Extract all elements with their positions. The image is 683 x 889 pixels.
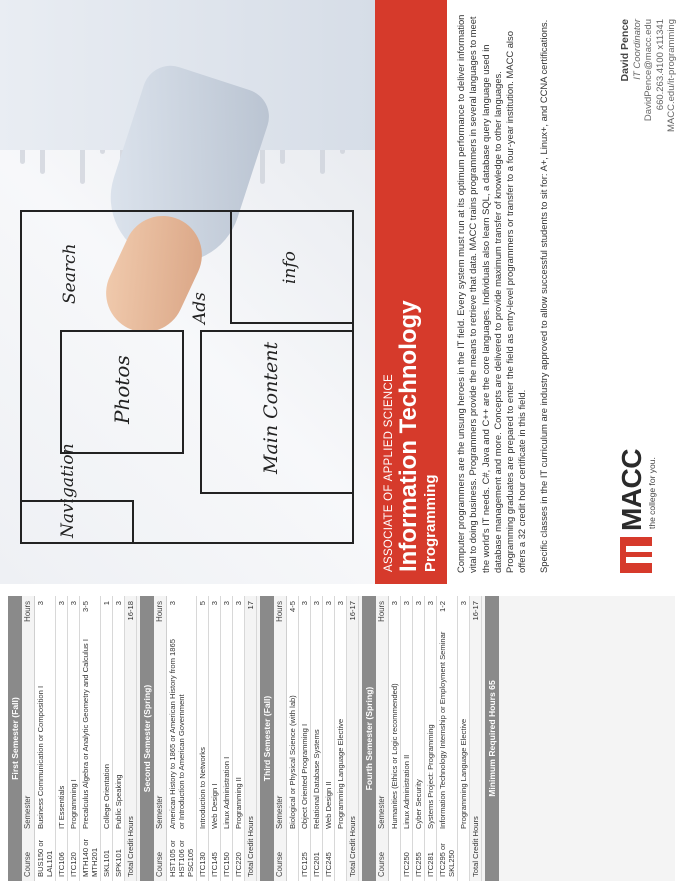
course-name: Linux Administration I [222,756,231,829]
course-name: Business Communication or Composition I [36,685,45,829]
column-header [376,596,389,881]
contact-name: David Pence [619,19,631,82]
program-title: Information Technology [395,300,422,572]
column-header [154,596,167,881]
course-name: College Orientation [102,763,111,829]
contact-email[interactable]: DavidPence@macc.edu [643,19,654,122]
course-hours: 3 [459,601,468,606]
label-search: Search [60,243,80,304]
course-name: American History to 1865 or American History from 1865 or Introduction to American Government [168,639,186,829]
course-hours: 3 [300,601,309,606]
course-name: Linux Administration II [402,754,411,829]
semester-block [362,596,482,881]
total-label: Total Credit Hours [348,816,357,877]
description-paragraph-1: Computer programmers are the unsung heroes in the IT field. Every system must run at its optimum performance to deliver information vital to doing business. Programmers provide the means to retrieve that data. MACC trains programmers in several languages to meet the world's IT needs. C#, Java and C++ are the core languages. Individuals also learn SQL, a database query language used in database management and more. Concepts are delivered to provide maximum transfer of knowledge to other languages. Programming graduates are prepared to enter the field as entry-level programmers or transfer to a four-year institution. MACC also offers a 32 credit hour certificate in this field. [455,14,528,573]
column-header [274,596,287,881]
course-hours: 3 [114,601,123,606]
course-code: ITC150 [222,852,231,877]
course-code: BUS150 or LAL101 [36,839,54,877]
course-row [80,596,101,881]
course-hours: 1 [102,601,111,606]
hero-photo [0,0,375,584]
semester-title: First Semester (Fall) [8,596,22,881]
contact-block [620,19,678,279]
course-code: ITC295 or SKL250 [438,843,456,877]
column-header-hours: Hours [275,601,284,622]
course-hours: 3 [210,601,219,606]
column-header [22,596,35,881]
course-hours: 3 [168,601,177,606]
minimum-hours: Minimum Required Hours 65 [485,596,499,881]
course-hours: 3 [57,601,66,606]
total-hours: 16-17 [471,601,480,621]
course-code: ITC145 [210,852,219,877]
course-name: Relational Database Systems [312,729,321,829]
semester-title: Second Semester (Spring) [140,596,154,881]
course-row [299,596,311,881]
course-row [425,596,437,881]
course-row [113,596,125,881]
course-hours: 5 [198,601,207,606]
total-hours: 17 [246,601,255,610]
course-hours: 3 [222,601,231,606]
course-name: Programming Language Elective [459,718,468,829]
label-photos: Photos [110,355,134,424]
total-row [347,596,359,881]
course-name: Programming Language Elective [336,718,345,829]
column-header-semester: Semester [23,795,32,829]
total-hours: 16-17 [348,601,357,621]
course-row [401,596,413,881]
course-name: Programming I [69,779,78,829]
degree-kicker: ASSOCIATE OF APPLIED SCIENCE [383,374,395,572]
course-hours: 3 [402,601,411,606]
total-row [125,596,137,881]
label-ads: Ads [190,292,210,324]
course-name: Object Oriented Programming I [300,723,309,829]
program-subtitle: Programming [422,474,439,572]
course-hours: 3 [414,601,423,606]
column-header-course: Course [377,851,386,877]
course-code: ITC130 [198,852,207,877]
course-row [221,596,233,881]
course-name: Precalculus Algebra or Analytic Geometry and Calculus I [81,639,90,829]
course-name: Web Design II [324,781,333,829]
total-row [470,596,482,881]
course-row [56,596,68,881]
course-row [68,596,80,881]
column-header-semester: Semester [275,795,284,829]
course-row [101,596,113,881]
course-code: MTH140 or MTH201 [81,839,99,877]
title-band [375,0,447,584]
course-hours: 4-5 [288,601,297,612]
course-code: ITC201 [312,852,321,877]
course-code [288,829,297,881]
semester-block [140,596,257,881]
course-schedule [8,596,675,881]
course-hours: 3-5 [81,601,90,612]
total-row [245,596,257,881]
label-main-content: Main Content [260,341,282,474]
course-row [311,596,323,881]
logo-wordmark: MACC [616,449,647,531]
total-label: Total Credit Hours [471,816,480,877]
column-header-course: Course [23,851,32,877]
course-row [437,596,458,881]
course-row [335,596,347,881]
course-code [390,829,399,881]
column-header-semester: Semester [377,795,386,829]
course-hours: 1-2 [438,601,447,612]
course-hours: 3 [336,601,345,606]
course-row [323,596,335,881]
semester-block [8,596,137,881]
macc-logo [610,449,670,573]
course-row [458,596,470,881]
course-row [389,596,401,881]
course-code: ITC220 [234,852,243,877]
course-row [209,596,221,881]
course-row [287,596,299,881]
course-name: Humanities (Ethics or Logic recommended) [390,683,399,829]
course-row [197,596,209,881]
label-info: info [280,251,300,284]
course-code: SKL101 [102,849,111,877]
semester-block [260,596,359,881]
logo-tagline: the college for you. [647,457,657,529]
course-row [233,596,245,881]
course-name: Systems Project: Programming [426,724,435,829]
course-name: Public Speaking [114,774,123,829]
description-paragraph-2: Specific classes in the IT curriculum are industry approved to allow successful students to sit for: A+, Linux+, and CCNA certifications. [537,19,549,573]
column-header-course: Course [275,851,284,877]
column-header-hours: Hours [155,601,164,622]
column-header-hours: Hours [377,601,386,622]
course-name: Cyber Security [414,779,423,829]
column-header-course: Course [155,851,164,877]
course-code: ITC120 [69,852,78,877]
course-name: IT Essentials [57,785,66,829]
course-hours: 3 [69,601,78,606]
course-name: Biological or Physical Science (with lab) [288,695,297,829]
course-row [35,596,56,881]
course-hours: 3 [312,601,321,606]
total-label: Total Credit Hours [246,816,255,877]
course-code: ITC255 [414,852,423,877]
course-code: ITC245 [324,852,333,877]
course-code: ITC125 [300,852,309,877]
course-code: ITC281 [426,852,435,877]
course-code [459,829,468,881]
course-code: ITC106 [57,852,66,877]
course-name: Introduction to Networks [198,747,207,829]
semester-title: Fourth Semester (Spring) [362,596,376,881]
course-hours: 3 [324,601,333,606]
label-navigation: Navigation [58,443,78,538]
course-code: HST105 or HST106 or PSC105 [168,840,195,877]
macc-logo-icon [620,537,652,573]
course-hours: 3 [36,601,45,606]
column-header-semester: Semester [155,795,164,829]
contact-phone: 660.263.4100 x11341 [654,19,666,111]
total-hours: 16-18 [126,601,135,621]
course-hours: 3 [234,601,243,606]
total-label: Total Credit Hours [126,816,135,877]
course-row [413,596,425,881]
course-code: SPK101 [114,849,123,877]
course-hours: 3 [426,601,435,606]
course-name: Programming II [234,777,243,829]
course-code: ITC250 [402,852,411,877]
course-hours: 3 [390,601,399,606]
contact-url[interactable]: MACC.edu/it-programming [666,19,677,132]
program-description [455,13,559,573]
course-name: Information Technology Internship or Employment Seminar [438,631,447,829]
contact-role: IT Coordinator [631,19,643,80]
course-code [336,829,345,881]
semester-title: Third Semester (Fall) [260,596,274,881]
course-row [167,596,197,881]
course-name: Web Design I [210,783,219,829]
column-header-hours: Hours [23,601,32,622]
